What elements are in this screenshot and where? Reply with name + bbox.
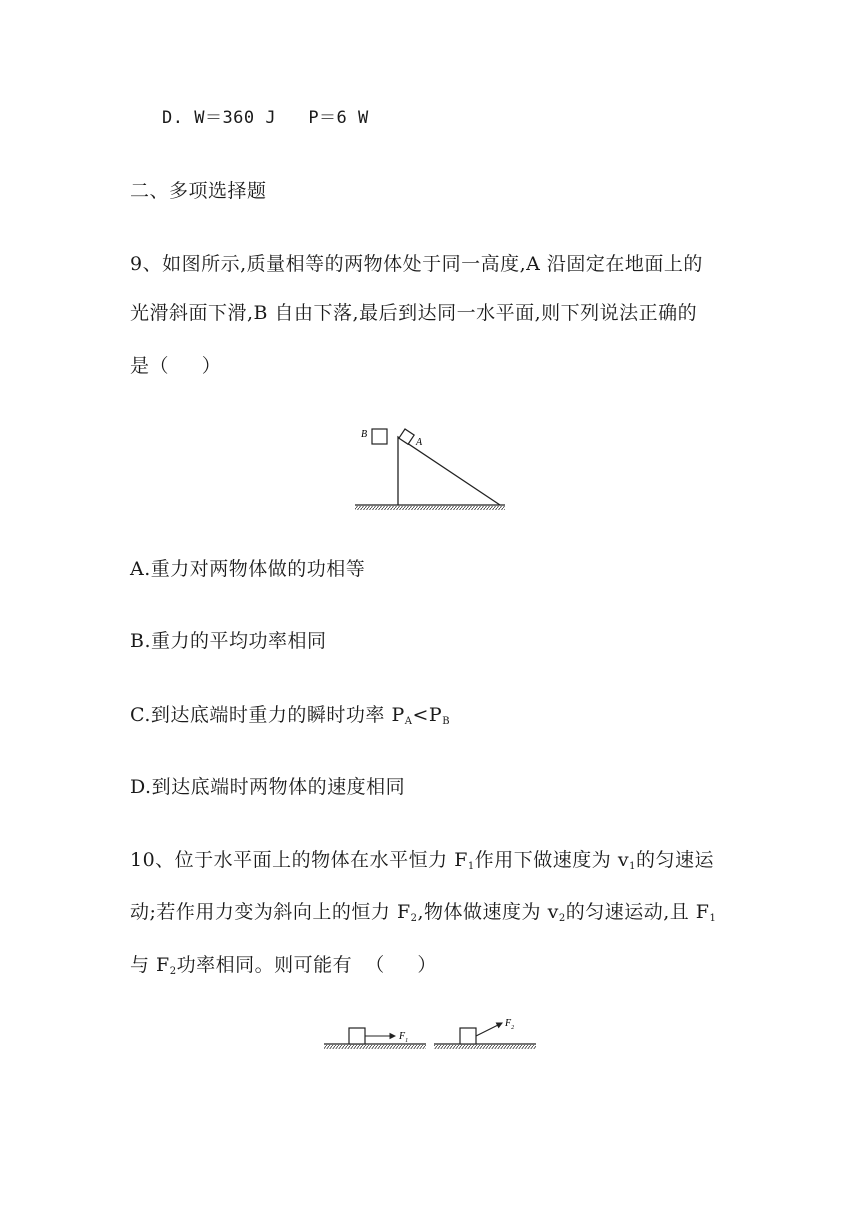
q9-option-b: B.重力的平均功率相同	[130, 630, 327, 652]
q9-stem-line1: 9、如图所示,质量相等的两物体处于同一高度,A 沿固定在地面上的	[130, 253, 703, 275]
q9-option-a: A.重力对两物体做的功相等	[130, 558, 366, 580]
force-f1-label: $F_1$	[399, 1031, 409, 1044]
block-b	[372, 429, 387, 444]
q9-figure	[350, 420, 510, 512]
q10-figure	[320, 1018, 540, 1054]
q9-stem-line2: 光滑斜面下滑,B 自由下落,最后到达同一水平面,则下列说法正确的	[130, 302, 698, 324]
block-1	[349, 1028, 365, 1044]
q10-stem-line2: 动;若作用力变为斜向上的恒力 $F_2$,物体做速度为 $v_2$的匀速运动,且 $F_1$	[130, 901, 717, 924]
block-a	[399, 429, 414, 444]
q10-stem-line3: 与 $F_2$功率相同。则可能有 （ ）	[130, 954, 437, 977]
q10-stem-line1: 10、位于水平面上的物体在水平恒力 $F_1$作用下做速度为 $v_1$的匀速运	[130, 849, 714, 872]
block-2	[460, 1028, 476, 1044]
section-title: 二、多项选择题	[130, 180, 267, 202]
prev-option-d: D. W＝360 J P＝6 W	[162, 108, 369, 128]
label-a: A	[416, 437, 423, 448]
q9-option-c: C.到达底端时重力的瞬时功率 $P_A<P_B$	[130, 704, 451, 727]
force-f2-label: $F_2$	[505, 1018, 515, 1031]
label-b: B	[361, 429, 368, 440]
force-f2-arrow	[476, 1023, 502, 1036]
q9-stem-line3: 是（ ）	[130, 355, 222, 377]
q9-option-d: D.到达底端时两物体的速度相同	[130, 776, 406, 798]
